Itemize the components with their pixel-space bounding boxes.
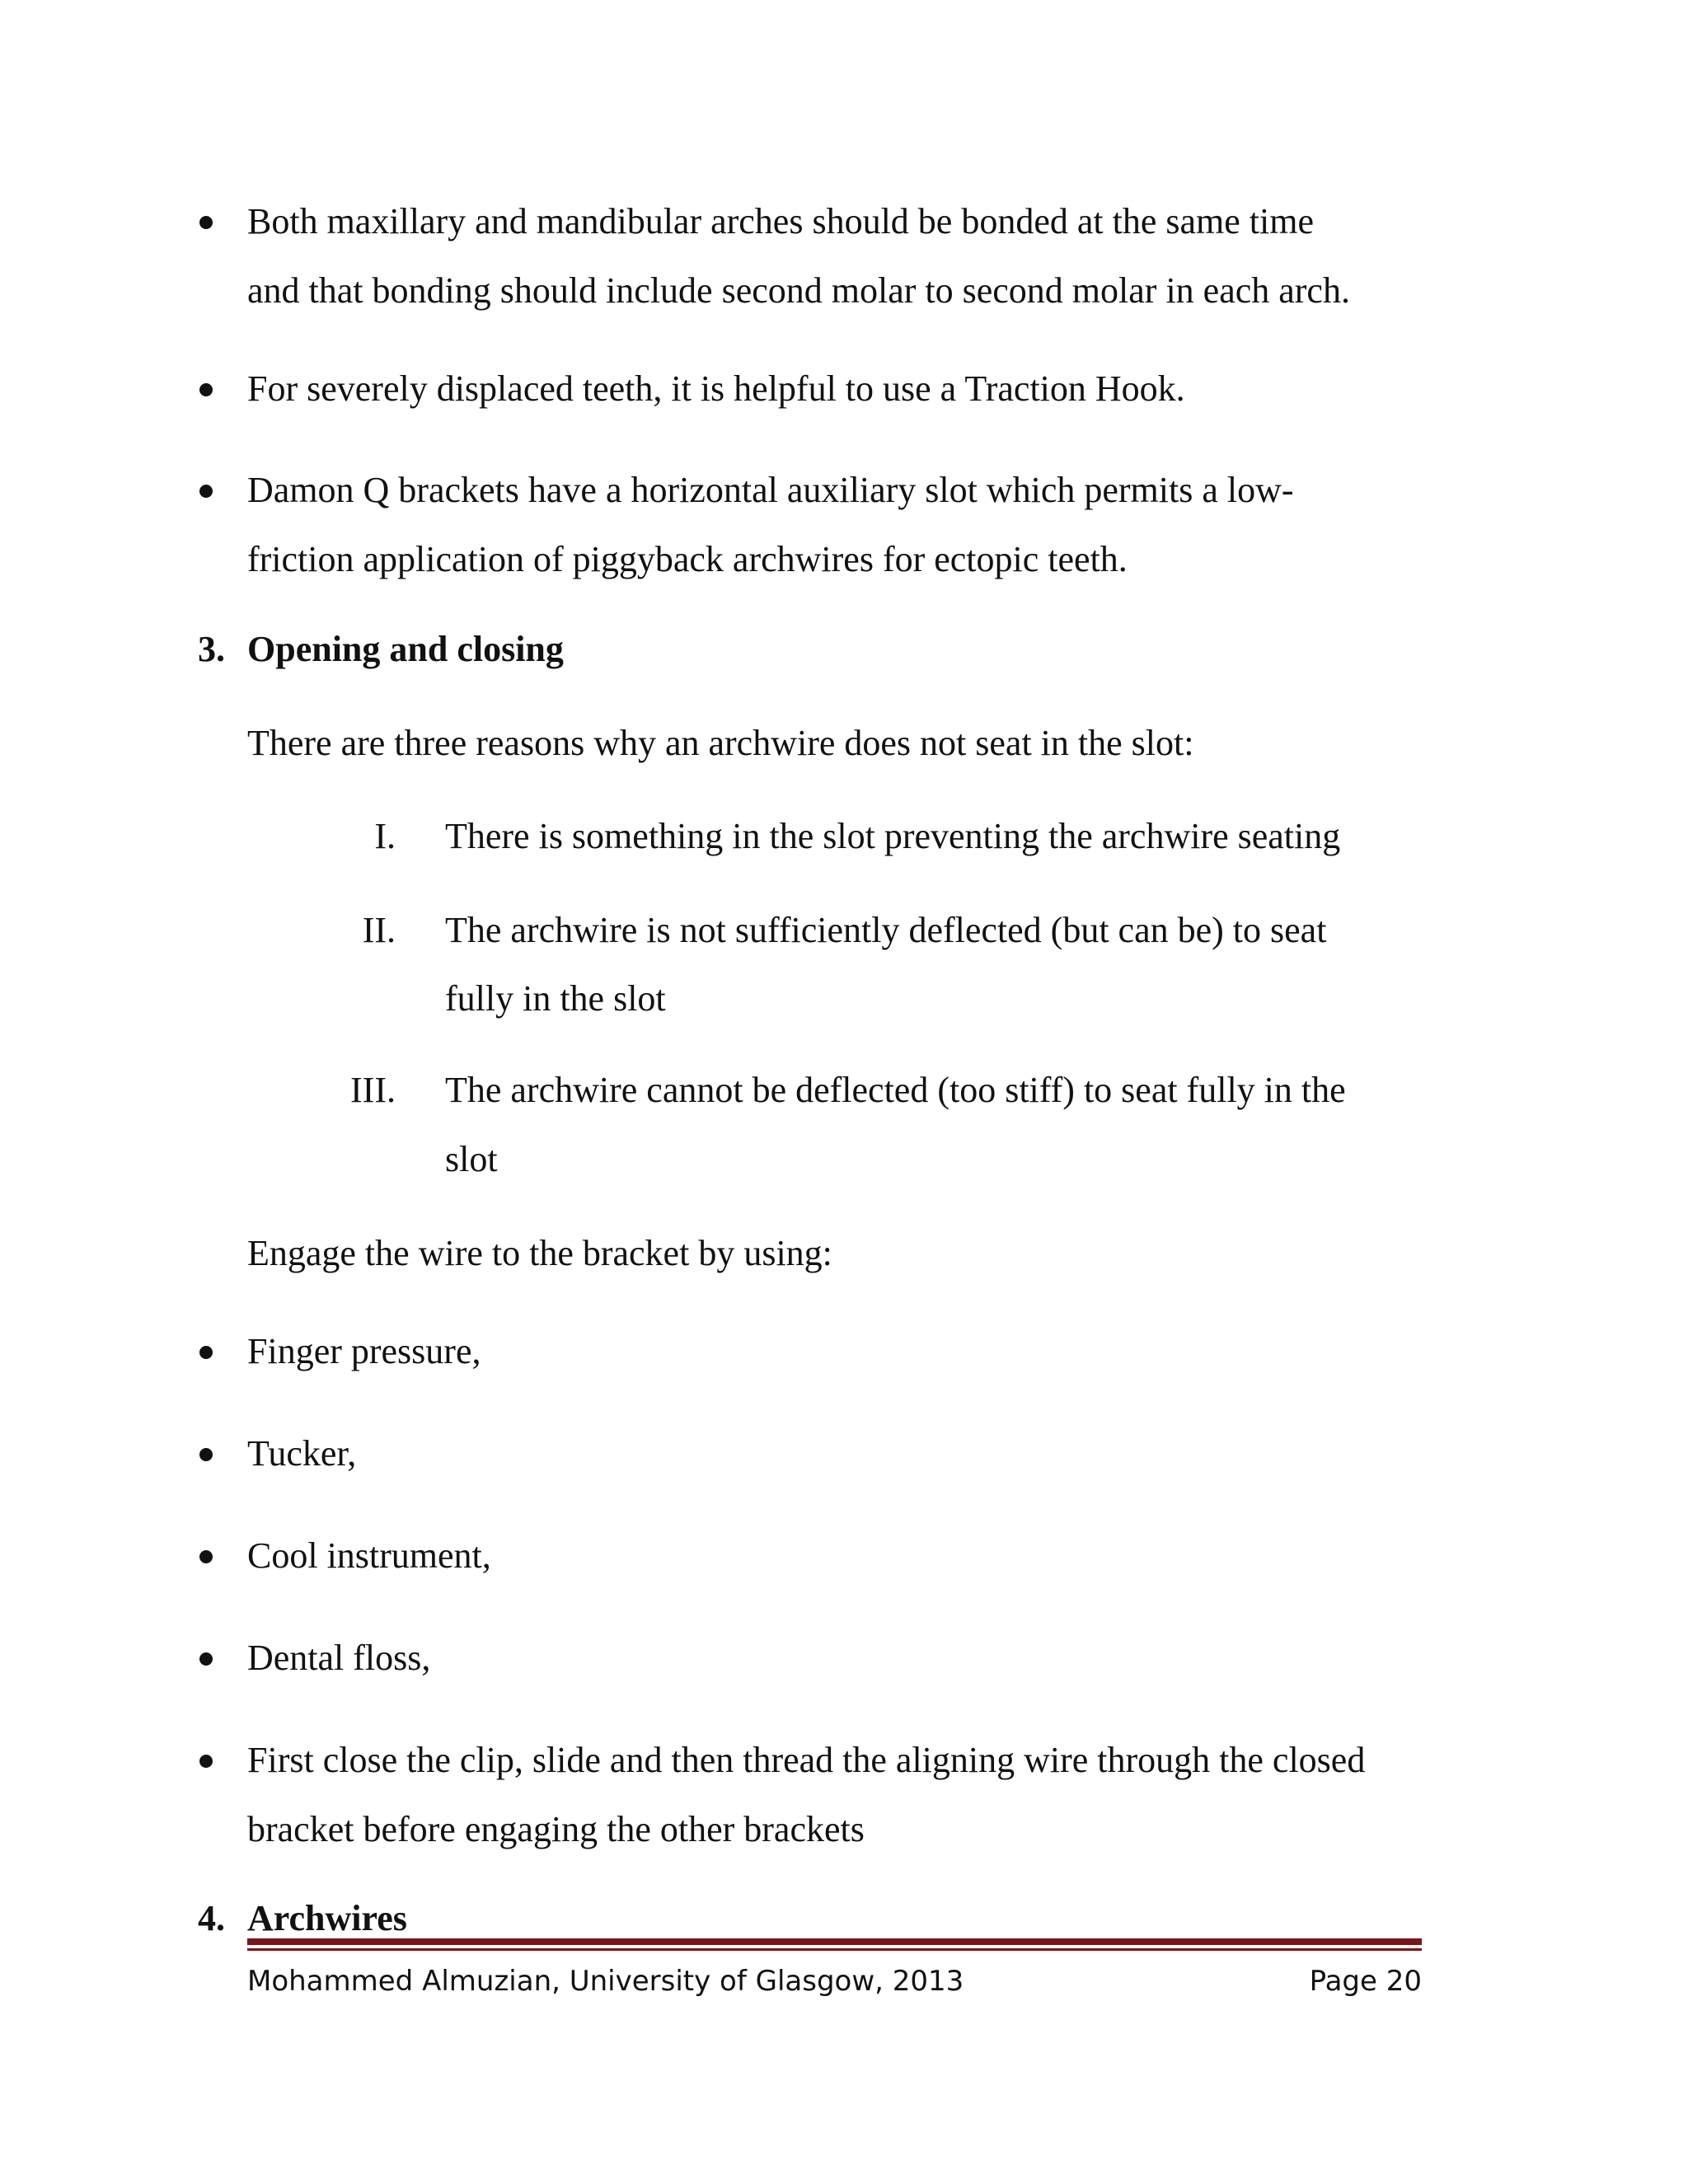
footer-rule-thick	[247, 1938, 1422, 1945]
bullet-text: For severely displaced teeth, it is helpful to use a Traction Hook.	[247, 368, 1185, 409]
bullet-text: Damon Q brackets have a horizontal auxiliary slot which permits a low-	[247, 470, 1294, 510]
footer-author: Mohammed Almuzian, University of Glasgow, 2013	[247, 1965, 964, 1998]
bullet-text: friction application of piggyback archwires for ectopic teeth.	[247, 539, 1128, 579]
reason-text: fully in the slot	[445, 978, 666, 1019]
section-title: Archwires	[247, 1898, 407, 1938]
bullet-marker	[199, 1652, 213, 1666]
roman-numeral: III.	[350, 1070, 396, 1110]
bullet-text: and that bonding should include second molar to second molar in each arch.	[247, 270, 1350, 311]
bullet-text: Cool instrument,	[247, 1535, 491, 1576]
bullet-text: Finger pressure,	[247, 1331, 481, 1371]
section-intro: There are three reasons why an archwire does not seat in the slot:	[247, 723, 1194, 763]
bullet-marker	[199, 383, 213, 396]
bullet-text: Both maxillary and mandibular arches should be bonded at the same time	[247, 201, 1314, 241]
reason-text: slot	[445, 1139, 498, 1179]
roman-numeral: I.	[374, 816, 396, 856]
footer-rule-thin	[247, 1948, 1422, 1951]
bullet-text: First close the clip, slide and then thread the aligning wire through the closed	[247, 1740, 1366, 1780]
bullet-marker	[199, 1448, 213, 1461]
section-number: 3.	[198, 629, 225, 669]
engage-intro: Engage the wire to the bracket by using:	[247, 1233, 832, 1273]
roman-numeral: II.	[362, 910, 396, 950]
reason-text: The archwire cannot be deflected (too stiff) to seat fully in the	[445, 1070, 1346, 1110]
bullet-marker	[199, 1346, 213, 1359]
section-number: 4.	[198, 1898, 225, 1938]
bullet-marker	[199, 216, 213, 229]
reason-text: There is something in the slot preventing the archwire seating	[445, 816, 1341, 856]
section-title: Opening and closing	[247, 629, 564, 669]
footer-page-number: Page 20	[1309, 1965, 1422, 1998]
bullet-marker	[199, 485, 213, 498]
bullet-text: Tucker,	[247, 1433, 357, 1474]
bullet-marker	[199, 1755, 213, 1768]
bullet-marker	[199, 1550, 213, 1563]
bullet-text: Dental floss,	[247, 1638, 431, 1678]
reason-text: The archwire is not sufficiently deflected (but can be) to seat	[445, 910, 1327, 950]
bullet-text: bracket before engaging the other brackets	[247, 1809, 865, 1849]
